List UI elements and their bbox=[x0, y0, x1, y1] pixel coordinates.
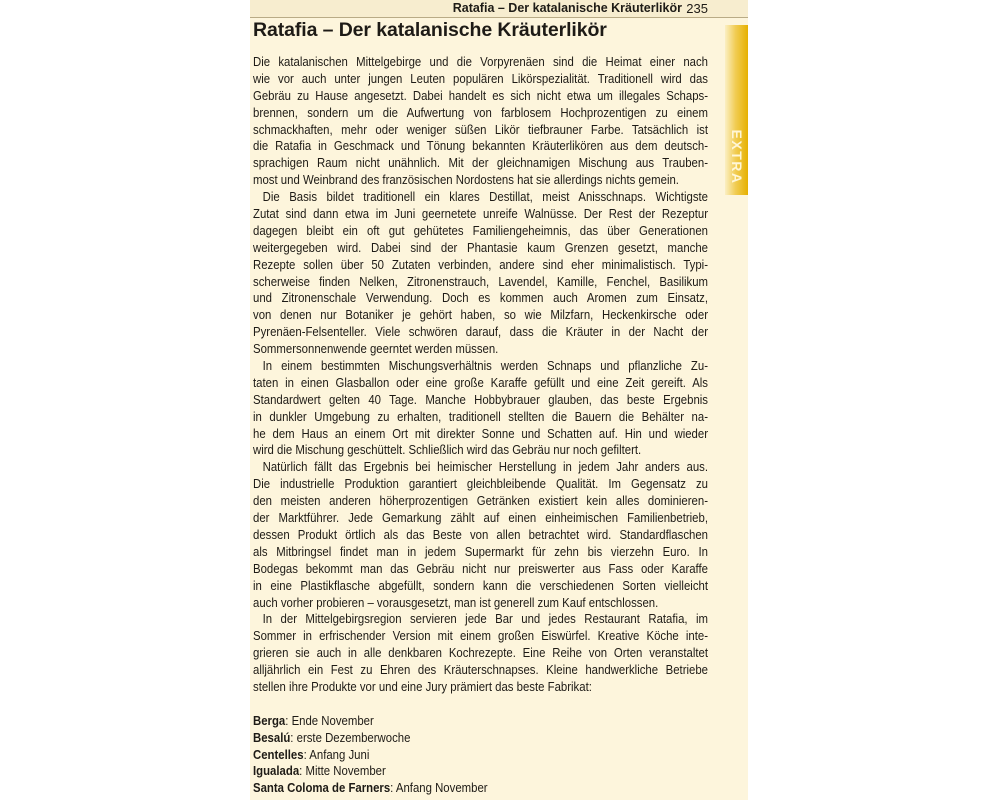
text-line: grieren sie auch in alle denkbaren Kochrezepte. Eine Reihe von Orten veranstaltet bbox=[253, 645, 708, 661]
text-line: Sommer in erfrischender Version mit einem großen Eiswürfel. Kreative Köche inte- bbox=[253, 628, 708, 644]
text-line: die Ratafia in Geschmack und Tönung bekannten Kräuterlikören aus dem deutsch- bbox=[253, 138, 708, 154]
festival-place: Centelles bbox=[253, 746, 304, 762]
text-line: Die industrielle Produktion garantiert gleichbleibende Qualität. Im Gegensatz zu bbox=[253, 476, 708, 492]
text-line: Standardwert gelten 40 Tage. Manche Hobbybrauer glauben, das beste Ergebnis bbox=[253, 391, 708, 407]
paragraph bbox=[253, 54, 708, 189]
article-title: Ratafia – Der katalanische Kräuterlikör bbox=[253, 19, 607, 41]
festival-date: : Ende November bbox=[285, 712, 374, 728]
festival-item bbox=[253, 713, 708, 730]
paragraph bbox=[253, 189, 708, 358]
festival-place: Santa Coloma de Farners bbox=[253, 780, 391, 796]
festival-date: : Mitte November bbox=[299, 763, 386, 779]
text-line: dagegen bleibt ein oft gut gehütetes Familiengeheimnis, das über Generationen bbox=[253, 222, 708, 238]
text-line: wird die Mischung geschüttelt. Schließlich wird das Gebräu nur noch gefiltert. bbox=[253, 442, 642, 458]
text-line: Sommersonnenwende geerntet werden müssen. bbox=[253, 341, 499, 357]
text-line: schmackhaften, mehr oder weniger süßen Likör tiefbrauner Farbe. Tatsächlich ist bbox=[253, 121, 708, 137]
text-line: Rezepte sollen über 50 Zutaten verbinden, andere sind eher minimalistisch. Typi- bbox=[253, 256, 708, 272]
text-line: als Mitbringsel findet man in jedem Supermarkt für zehn bis vierzehn Euro. In bbox=[253, 543, 708, 559]
festival-item bbox=[253, 780, 708, 797]
text-line: in dunkler Umgebung zu erhalten, traditionell stellten die Bauern die Behälter na- bbox=[253, 408, 708, 424]
festival-place: Berga bbox=[253, 712, 286, 728]
text-line: stellen ihre Produkte vor und eine Jury prämiert das beste Fabrikat: bbox=[253, 678, 592, 694]
text-line: und Zitronenschale Verwendung. Doch es kommen auch Aromen zum Einsatz, bbox=[253, 290, 708, 306]
festival-date: : Anfang November bbox=[390, 780, 488, 796]
festival-place: Igualada bbox=[253, 763, 300, 779]
article-body bbox=[253, 54, 708, 797]
text-line: Die katalanischen Mittelgebirge und die Vorpyrenäen sind die Heimat einer nach bbox=[253, 54, 708, 69]
text-line: Bodegas bekommt man das Gebräu nicht nur preiswerter aus Fass oder Karaffe bbox=[253, 560, 708, 576]
text-line: Die Basis bildet traditionell ein klares Destillat, meist Anisschnaps. Wichtigste bbox=[262, 189, 708, 205]
text-line: he dem Haus an einem Ort mit direkter Sonne und Schatten auf. Hin und wieder bbox=[253, 425, 708, 441]
text-line: In der Mittelgebirgsregion servieren jede Bar und jedes Restaurant Ratafia, im bbox=[262, 611, 708, 627]
section-tab-label: EXTRA bbox=[728, 129, 745, 185]
text-line: Natürlich fällt das Ergebnis bei heimischer Herstellung in jedem Jahr anders aus. bbox=[262, 459, 708, 475]
text-line: Zutat sind dann etwa im Juni geernetete unreife Walnüsse. Der Rest der Rezeptur bbox=[253, 206, 708, 222]
book-page bbox=[250, 0, 748, 800]
text-line: dessen Produkt örtlich als das Beste von allen betrachtet wird. Standardflaschen bbox=[253, 526, 708, 542]
running-head bbox=[250, 0, 748, 18]
text-line: Gebräu zu Hause angesetzt. Dabei handelt es sich nicht etwa um illegales Schaps- bbox=[253, 87, 708, 103]
festival-date: : erste Dezemberwoche bbox=[290, 729, 411, 745]
festival-item bbox=[253, 763, 708, 780]
page-number: 235 bbox=[686, 1, 708, 16]
text-line: most und Weinbrand des französischen Nordostens hat sie allerdings nichts gemein. bbox=[253, 172, 679, 188]
text-line: auch vorher probieren – vorausgesetzt, man ist generell zum Kauf entschlossen. bbox=[253, 594, 659, 610]
text-line: in eine Plastikflasche abgefüllt, sondern kann die verschiedenen Sorten vielleicht bbox=[253, 577, 708, 593]
text-line: taten in einen Glasballon oder eine große Karaffe gefüllt und eine Zeit gereift. Als bbox=[253, 374, 708, 390]
text-line: wie vor auch unter jungen Leuten populären Likörspezialität. Traditionell wird das bbox=[253, 70, 708, 86]
text-line: In einem bestimmten Mischungsverhältnis werden Schnaps und pflanzliche Zu- bbox=[262, 358, 708, 374]
text-line: von denen nur Botaniker je gehört haben, so wie Milzfarn, Heckenkirsche oder bbox=[253, 307, 708, 323]
text-line: Pyrenäen-Felsenteller. Viele schwören darauf, dass die Kräuter in der Nacht der bbox=[253, 324, 708, 340]
spacer bbox=[253, 696, 708, 713]
festival-date: : Anfang Juni bbox=[303, 746, 370, 762]
festival-place: Besalú bbox=[253, 729, 291, 745]
festival-item bbox=[253, 730, 708, 747]
text-line: alljährlich ein Fest zu Ehren des Kräuterschnapses. Kleine handwerkliche Betriebe bbox=[253, 662, 708, 678]
text-line: weitergegeben wird. Dabei sind der Phantasie kaum Grenzen gesetzt, manche bbox=[253, 239, 708, 255]
text-line: den meisten anderen höherprozentigen Getränken existiert kein alles dominieren- bbox=[253, 493, 708, 509]
text-line: scherweise finden Nelken, Zitronenstrauch, Lavendel, Kamille, Fenchel, Basilikum bbox=[253, 273, 708, 289]
running-head-title: Ratafia – Der katalanische Kräuterlikör bbox=[452, 1, 682, 15]
paragraph bbox=[253, 459, 708, 611]
paragraph bbox=[253, 358, 708, 459]
text-line: der Marktführer. Jede Gemarkung zählt auf einen einheimischen Familienbetrieb, bbox=[253, 510, 708, 526]
text-line: sprachigen Raum nicht unähnlich. Mit der gleichnamigen Mischung aus Trauben- bbox=[253, 155, 708, 171]
paragraph bbox=[253, 611, 708, 695]
festival-list bbox=[253, 713, 708, 797]
section-tab-extra bbox=[725, 25, 748, 195]
festival-item bbox=[253, 747, 708, 764]
text-line: brennen, sondern um die Aufwertung von farblosem Hochprozentigen zu einem bbox=[253, 104, 708, 120]
